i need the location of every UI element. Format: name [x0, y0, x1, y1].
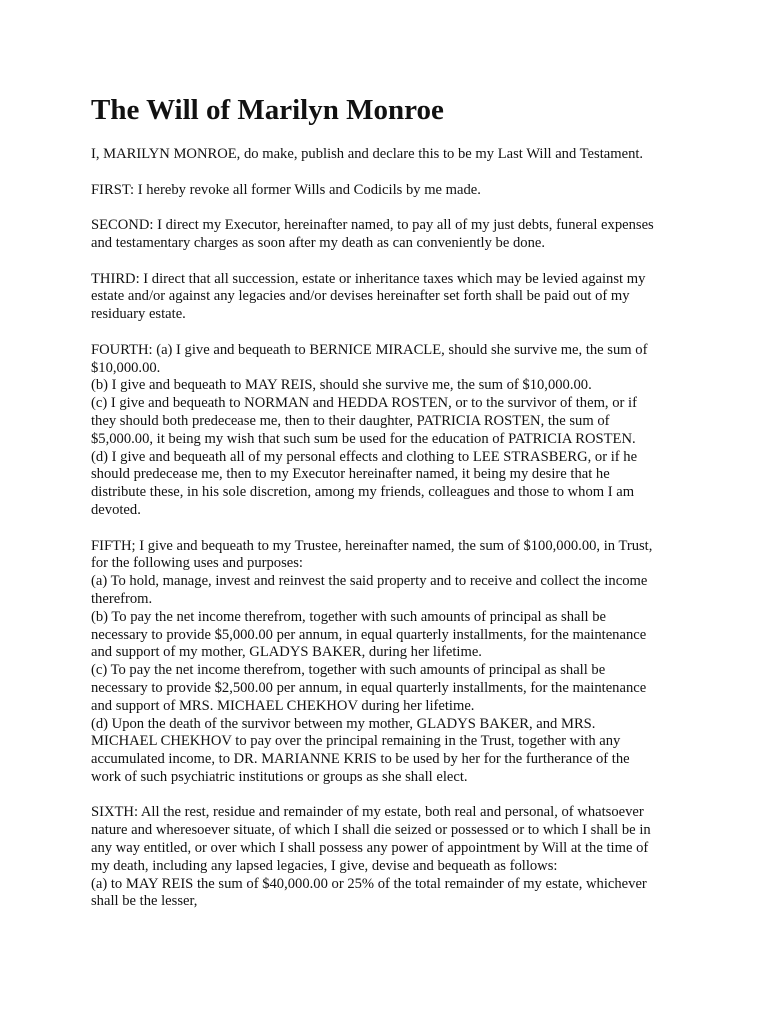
text-line: therefrom.: [91, 590, 153, 607]
text-line: they should both predecease me, then to their daughter, PATRICIA ROSTEN, the sum of: [91, 412, 610, 429]
text-line: (a) to MAY REIS the sum of $40,000.00 or 25% of the total remainder of my estate, whichever: [91, 875, 647, 892]
text-line: FIRST: I hereby revoke all former Wills and Codicils by me made.: [91, 181, 481, 198]
text-line: FIFTH; I give and bequeath to my Trustee, hereinafter named, the sum of $100,000.00, in Trust,: [91, 537, 653, 554]
clause-sixth: [91, 804, 684, 911]
text-line: should predecease me, then to my Executor hereinafter named, it being my desire that he: [91, 466, 610, 483]
text-line: SIXTH: All the rest, residue and remainder of my estate, both real and personal, of whatsoever: [91, 804, 644, 821]
text-line: THIRD: I direct that all succession, estate or inheritance taxes which may be levied against my: [91, 270, 646, 287]
text-line: estate and/or against any legacies and/or devises hereinafter set forth shall be paid out of my: [91, 288, 630, 305]
text-line: I, MARILYN MONROE, do make, publish and declare this to be my Last Will and Testament.: [91, 146, 644, 162]
clause-second: [91, 217, 684, 253]
document-title: The Will of Marilyn Monroe: [91, 94, 444, 126]
opening-declaration: [91, 146, 684, 164]
text-line: (d) Upon the death of the survivor between my mother, GLADYS BAKER, and MRS.: [91, 715, 596, 732]
text-line: accumulated income, to DR. MARIANNE KRIS to be used by her for the furtherance of the: [91, 751, 630, 768]
text-line: necessary to provide $5,000.00 per annum, in equal quarterly installments, for the maintenance: [91, 626, 647, 643]
text-line: (c) To pay the net income therefrom, together with such amounts of principal as shall be: [91, 662, 606, 679]
text-line: (b) To pay the net income therefrom, together with such amounts of principal as shall be: [91, 608, 607, 625]
text-line: residuary estate.: [91, 306, 186, 323]
clause-first: [91, 182, 684, 200]
text-line: for the following uses and purposes:: [91, 555, 303, 572]
text-line: (c) I give and bequeath to NORMAN and HEDDA ROSTEN, or to the survivor of them, or if: [91, 395, 637, 412]
text-line: and testamentary charges as soon after my death as can conveniently be done.: [91, 234, 545, 251]
clause-fourth: [91, 342, 684, 520]
clause-fifth: [91, 538, 684, 787]
text-line: and support of my mother, GLADYS BAKER, during her lifetime.: [91, 644, 482, 661]
text-line: necessary to provide $2,500.00 per annum, in equal quarterly installments, for the maintenance: [91, 679, 647, 696]
text-line: distribute these, in his sole discretion, among my friends, colleagues and those to whom I am: [91, 484, 635, 501]
text-line: SECOND: I direct my Executor, hereinafter named, to pay all of my just debts, funeral expenses: [91, 217, 654, 234]
text-line: work of such psychiatric institutions or groups as she shall elect.: [91, 768, 468, 785]
text-line: shall be the lesser,: [91, 893, 198, 910]
text-line: $5,000.00, it being my wish that such sum be used for the education of PATRICIA ROSTEN.: [91, 430, 636, 447]
text-line: (b) I give and bequeath to MAY REIS, should she survive me, the sum of $10,000.00.: [91, 377, 592, 394]
document-body: [91, 146, 684, 911]
text-line: and support of MRS. MICHAEL CHEKHOV during her lifetime.: [91, 697, 475, 714]
text-line: nature and wheresoever situate, of which I shall die seized or possessed or to which I shall be in: [91, 822, 651, 839]
text-line: my death, including any lapsed legacies, I give, devise and bequeath as follows:: [91, 857, 558, 874]
clause-third: [91, 271, 684, 324]
text-line: FOURTH: (a) I give and bequeath to BERNICE MIRACLE, should she survive me, the sum of: [91, 341, 648, 358]
text-line: any way entitled, or over which I shall possess any power of appointment by Will at the time of: [91, 840, 649, 857]
text-line: (d) I give and bequeath all of my personal effects and clothing to LEE STRASBERG, or if he: [91, 448, 638, 465]
text-line: (a) To hold, manage, invest and reinvest the said property and to receive and collect the income: [91, 573, 648, 590]
text-line: MICHAEL CHEKHOV to pay over the principal remaining in the Trust, together with any: [91, 733, 621, 750]
text-line: devoted.: [91, 501, 141, 518]
text-line: $10,000.00.: [91, 359, 161, 376]
